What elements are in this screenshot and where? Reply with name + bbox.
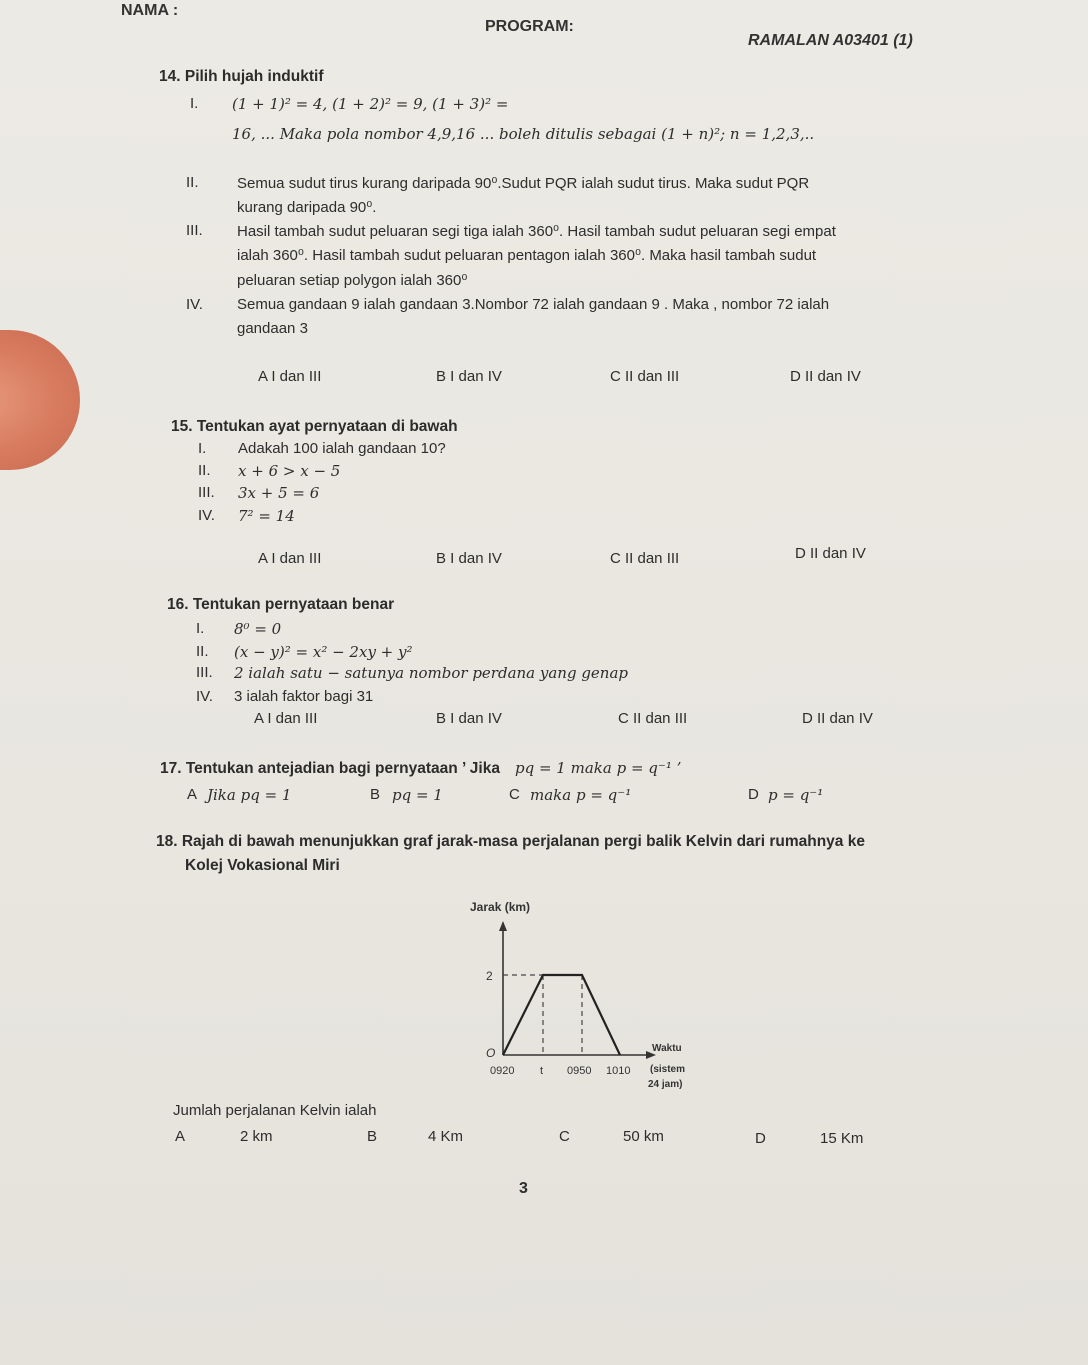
q17-option-letter: D — [748, 786, 759, 803]
q15-option-c: C II dan III — [610, 550, 680, 567]
q16-item-text: (x − y)² = x² − 2xy + y² — [234, 643, 413, 661]
q15-item-num: I. — [198, 440, 207, 457]
journey-line — [503, 975, 620, 1055]
page-number: 3 — [519, 1180, 528, 1197]
y-axis-arrow — [499, 921, 507, 931]
q14-option-b: B I dan IV — [436, 368, 502, 385]
q16-item-text: 8⁰ = 0 — [234, 620, 282, 638]
graph-xtick: 0920 — [490, 1065, 515, 1077]
q14-option-a: A I dan III — [258, 368, 322, 385]
q18-option-text: 4 Km — [428, 1128, 464, 1145]
q17-option-text: pq = 1 — [392, 786, 443, 804]
q15-item-num: III. — [198, 484, 215, 501]
header-nama: NAMA : — [121, 2, 179, 19]
q16-title: 16. Tentukan pernyataan benar — [167, 596, 395, 613]
graph-xtick: 1010 — [606, 1065, 631, 1077]
q16-option-b: B I dan IV — [436, 710, 502, 727]
graph-origin: O — [486, 1046, 496, 1060]
q15-option-d: D II dan IV — [795, 545, 866, 562]
q17-option-text: p = q⁻¹ — [768, 786, 824, 804]
q14-ii-line2: kurang daripada 90⁰. — [237, 199, 377, 216]
q16-item-num: IV. — [196, 688, 213, 705]
q17-option-letter: C — [509, 786, 520, 803]
q14-i-line2: 16, ... Maka pola nombor 4,9,16 ... boleh ditulis sebagai (1 + n)²; n = 1,2,3,.. — [232, 125, 815, 143]
q18-option-letter: A — [175, 1128, 186, 1145]
q14-title: 14. Pilih hujah induktif — [159, 68, 324, 85]
q18-option-letter: D — [755, 1130, 766, 1147]
q17-option-text: Jika pq = 1 — [207, 786, 292, 804]
q15-item-text: x + 6 > x − 5 — [238, 462, 341, 480]
q17-title-text: 17. Tentukan antejadian bagi pernyataan ’ Jika — [160, 760, 500, 777]
graph-xlabel: Waktu — [652, 1043, 682, 1054]
q17-title-math: pq = 1 maka p = q⁻¹ ’ — [515, 759, 682, 777]
q14-iii-line3: peluaran setiap polygon ialah 360⁰ — [237, 272, 468, 289]
distance-time-graph — [470, 895, 720, 1100]
q15-item-text: 7² = 14 — [238, 507, 295, 525]
header-code: RAMALAN A03401 (1) — [748, 32, 913, 49]
graph-ylabel: Jarak (km) — [470, 900, 531, 914]
q17-option-letter: A — [187, 786, 198, 803]
q14-i-expr: (1 + 1)² = 4, (1 + 2)² = 9, (1 + 3)² = — [232, 95, 509, 113]
q14-ii-line1: Semua sudut tirus kurang daripada 90⁰.Sudut PQR ialah sudut tirus. Maka sudut PQR — [237, 175, 810, 192]
q14-option-d: D II dan IV — [790, 368, 861, 385]
q18-option-text: 15 Km — [820, 1130, 864, 1147]
graph-xlabel: (sistem — [650, 1064, 686, 1075]
q18-title-line1: 18. Rajah di bawah menunjukkan graf jarak-masa perjalanan pergi balik Kelvin dari rumahnya ke — [156, 833, 865, 850]
q15-option-b: B I dan IV — [436, 550, 502, 567]
q14-iii-line2: ialah 360⁰. Hasil tambah sudut peluaran pentagon ialah 360⁰. Maka hasil tambah sudut — [237, 247, 817, 264]
q18-question: Jumlah perjalanan Kelvin ialah — [173, 1102, 377, 1119]
header-program: PROGRAM: — [485, 18, 574, 35]
q15-title: 15. Tentukan ayat pernyataan di bawah — [171, 418, 458, 435]
q14-iv-line2: gandaan 3 — [237, 320, 308, 337]
q17-option-letter: B — [370, 786, 381, 803]
q15-item-text: 3x + 5 = 6 — [238, 484, 320, 502]
q14-option-c: C II dan III — [610, 368, 680, 385]
graph-xtick: 0950 — [567, 1065, 592, 1077]
q14-i-num: I. — [190, 95, 199, 112]
q16-item-text: 2 ialah satu − satunya nombor perdana yang genap — [234, 664, 629, 682]
q16-item-num: I. — [196, 620, 205, 637]
graph-ytick: 2 — [486, 969, 493, 983]
q16-item-text: 3 ialah faktor bagi 31 — [234, 688, 374, 705]
q15-item-num: II. — [198, 462, 211, 479]
q14-iv-line1: Semua gandaan 9 ialah gandaan 3.Nombor 72 ialah gandaan 9 . Maka , nombor 72 ialah — [237, 296, 830, 313]
q16-option-c: C II dan III — [618, 710, 688, 727]
q18-title-line2: Kolej Vokasional Miri — [185, 857, 340, 874]
q15-option-a: A I dan III — [258, 550, 322, 567]
q18-option-letter: C — [559, 1128, 570, 1145]
q14-iv-num: IV. — [186, 296, 203, 313]
q17-option-text: maka p = q⁻¹ — [530, 786, 632, 804]
q15-item-text: Adakah 100 ialah gandaan 10? — [238, 440, 446, 457]
q16-item-num: III. — [196, 664, 213, 681]
graph-xlabel: 24 jam) — [648, 1079, 683, 1090]
q16-item-num: II. — [196, 643, 209, 660]
q14-iii-line1: Hasil tambah sudut peluaran segi tiga ialah 360⁰. Hasil tambah sudut peluaran segi empat — [237, 223, 836, 240]
q18-option-text: 2 km — [240, 1128, 273, 1145]
q16-option-a: A I dan III — [254, 710, 318, 727]
q18-option-text: 50 km — [623, 1128, 664, 1145]
graph-xtick: t — [540, 1065, 544, 1077]
q14-iii-num: III. — [186, 222, 203, 239]
q16-option-d: D II dan IV — [802, 710, 873, 727]
q15-item-num: IV. — [198, 507, 215, 524]
q14-ii-num: II. — [186, 174, 199, 191]
q18-option-letter: B — [367, 1128, 378, 1145]
